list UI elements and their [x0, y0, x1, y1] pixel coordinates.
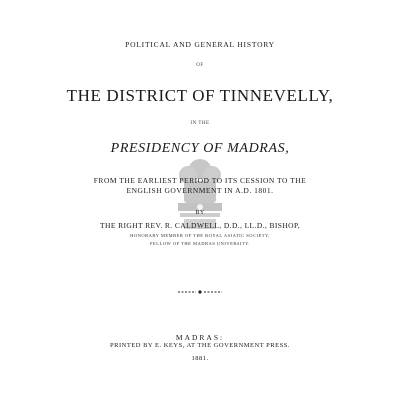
author-credential-1: HONORARY MEMBER OF THE ROYAL ASIATIC SOCIETY,: [130, 233, 270, 238]
period-line-2: ENGLISH GOVERNMENT IN A.D. 1801.: [126, 186, 274, 195]
in-the-line: IN THE: [190, 121, 210, 126]
publication-year: 1881.: [191, 355, 209, 362]
by-line: BY: [195, 210, 205, 216]
printer-line: PRINTED BY E. KEYS, AT THE GOVERNMENT PRESS.: [110, 342, 290, 349]
period-line-1: FROM THE EARLIEST PERIOD TO ITS CESSION TO THE: [93, 176, 307, 185]
subtitle: PRESIDENCY OF MADRAS,: [110, 141, 290, 156]
author-line: THE RIGHT REV. R. CALDWELL, D.D., LL.D., BISHOP,: [100, 221, 300, 230]
title-line-1: POLITICAL AND GENERAL HISTORY: [125, 40, 275, 49]
of-line: OF: [196, 63, 204, 68]
dash-ornament-icon: [178, 289, 222, 295]
publication-place: MADRAS:: [175, 333, 225, 342]
author-credential-2: FELLOW OF THE MADRAS UNIVERSITY.: [150, 241, 250, 246]
main-title: THE DISTRICT OF TINNEVELLY,: [66, 86, 334, 105]
